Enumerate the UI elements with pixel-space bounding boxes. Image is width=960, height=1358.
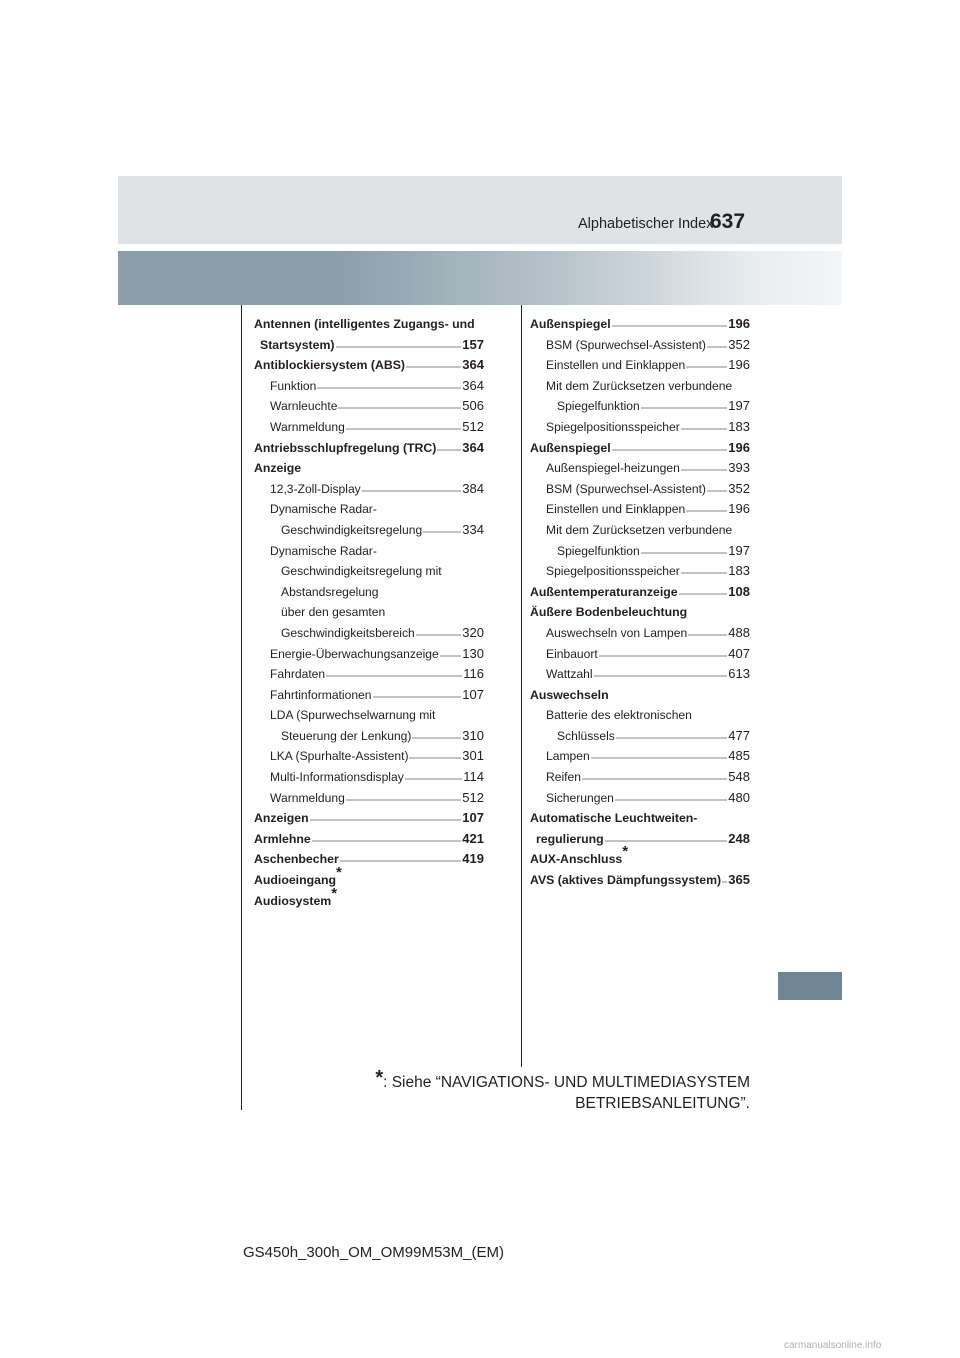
index-entry-text: Reifen xyxy=(546,770,581,785)
index-entry xyxy=(254,355,484,376)
index-entry-text: Antiblockiersystem (ABS) xyxy=(254,358,406,373)
index-entry-page: 548 xyxy=(728,769,750,785)
index-entry-page: 196 xyxy=(728,439,750,455)
index-entry xyxy=(530,664,750,685)
index-entry xyxy=(530,355,750,376)
footnote-line-1: : Siehe “NAVIGATIONS- UND MULTIMEDIASYSTEM xyxy=(383,1074,750,1091)
index-entry xyxy=(254,849,484,870)
dot-leader xyxy=(681,421,728,431)
dot-leader xyxy=(406,359,461,369)
index-entry xyxy=(530,541,750,562)
dot-leader xyxy=(340,853,462,863)
index-entry-page: 183 xyxy=(728,563,750,579)
index-entry xyxy=(254,863,484,891)
dot-leader xyxy=(681,462,727,472)
index-entry-text: Auswechseln von Lampen xyxy=(546,625,688,640)
dot-leader xyxy=(707,339,727,349)
dot-leader xyxy=(409,750,461,760)
index-entry xyxy=(530,479,750,500)
index-entry-text: Batterie des elektronischen xyxy=(546,708,692,723)
index-entry-text: Fahrtinformationen xyxy=(270,687,372,702)
index-entry-text: LDA (Spurwechselwarnung mit xyxy=(270,708,436,723)
dot-leader xyxy=(437,442,461,452)
index-entry xyxy=(530,520,750,541)
index-entry xyxy=(530,458,750,479)
index-entry-page: 196 xyxy=(728,501,750,517)
index-entry xyxy=(254,417,484,438)
index-entry-text: Warnmeldung xyxy=(270,790,345,805)
index-entry-page: 421 xyxy=(462,830,484,846)
index-entry-text: Spiegelfunktion xyxy=(557,543,640,558)
index-entry-text: Einstellen und Einklappen xyxy=(546,502,686,517)
index-entry xyxy=(530,417,750,438)
dot-leader xyxy=(373,689,462,699)
index-entry xyxy=(254,458,484,479)
index-entry-page: 248 xyxy=(728,830,750,846)
dot-leader xyxy=(362,483,462,493)
index-entry-text: Warnmeldung xyxy=(270,419,345,434)
watermark: carmanualsonline.info xyxy=(784,1340,882,1351)
index-entry-text: Dynamische Radar- xyxy=(270,543,377,558)
index-entry-text: Äußere Bodenbeleuchtung xyxy=(530,605,688,620)
index-entry-text: Einbauort xyxy=(546,646,598,661)
index-entry xyxy=(530,396,750,417)
index-entry xyxy=(530,602,750,623)
dot-leader xyxy=(582,771,727,781)
index-entry xyxy=(254,582,484,603)
index-entry xyxy=(530,438,750,459)
index-entry-text: regulierung xyxy=(536,831,604,846)
index-entry-text: Außenspiegel xyxy=(530,440,611,455)
index-entry xyxy=(254,685,484,706)
index-entry xyxy=(530,335,750,356)
index-entry xyxy=(254,884,484,912)
index-entry-page: 157 xyxy=(462,336,484,352)
index-entry xyxy=(530,788,750,809)
index-entry-page: 364 xyxy=(462,377,484,393)
index-entry-page: 488 xyxy=(728,624,750,640)
index-entry-text: Audiosystem* xyxy=(254,884,338,908)
index-entry xyxy=(254,746,484,767)
index-entry-page: 196 xyxy=(728,316,750,331)
index-entry-text: Spiegelfunktion xyxy=(557,399,640,414)
index-entry-text: Außentemperaturanzeige xyxy=(530,584,678,599)
dot-leader xyxy=(326,668,462,678)
index-entry xyxy=(530,685,750,706)
index-entry-text: Spiegelpositionsspeicher xyxy=(546,419,680,434)
dot-leader xyxy=(594,668,728,678)
index-entry xyxy=(530,376,750,397)
dot-leader xyxy=(423,524,461,534)
index-entry-text: Schlüssels xyxy=(557,728,615,743)
index-entry-text: über den gesamten xyxy=(281,605,386,620)
page-number: 637 xyxy=(710,210,746,233)
index-entry-page: 301 xyxy=(462,748,484,764)
index-entry xyxy=(530,808,750,829)
index-entry-text: Sicherungen xyxy=(546,790,614,805)
index-entry xyxy=(254,376,484,397)
index-entry xyxy=(530,829,750,850)
index-entry xyxy=(254,664,484,685)
dot-leader xyxy=(679,586,728,596)
index-entry-page: 107 xyxy=(462,810,484,826)
dot-leader xyxy=(641,400,728,410)
footnote xyxy=(360,1068,750,1114)
index-entry-text: Aschenbecher xyxy=(254,852,339,867)
index-entry xyxy=(530,767,750,788)
index-entry xyxy=(530,726,750,747)
index-entry-page: 197 xyxy=(728,398,750,414)
index-entry-text: Außenspiegel xyxy=(530,317,611,331)
index-entry-page: 352 xyxy=(728,336,750,352)
index-entry xyxy=(530,870,750,891)
dot-leader xyxy=(412,730,461,740)
dot-leader xyxy=(346,421,461,431)
index-entry-text: AVS (aktives Dämpfungssystem) xyxy=(530,873,722,888)
index-entry xyxy=(254,335,484,356)
index-entry-text: Dynamische Radar- xyxy=(270,502,377,517)
index-entry xyxy=(254,541,484,562)
dot-leader xyxy=(707,483,727,493)
dot-leader xyxy=(612,318,728,328)
index-entry-text: Geschwindigkeitsregelung xyxy=(281,522,423,537)
footnote-line-2: BETRIEBSANLEITUNG”. xyxy=(575,1095,750,1112)
dot-leader xyxy=(615,792,727,802)
section-title: Alphabetischer Index xyxy=(578,216,714,232)
index-entry-page: 196 xyxy=(728,357,750,373)
dot-leader xyxy=(416,627,462,637)
index-entry-text: Armlehne xyxy=(254,831,311,846)
index-entry-page: 364 xyxy=(462,439,484,455)
index-entry-page: 197 xyxy=(728,542,750,558)
index-entry xyxy=(254,520,484,541)
index-entry-page: 512 xyxy=(462,789,484,805)
index-entry-text: Steuerung der Lenkung) xyxy=(281,728,412,743)
index-entry-page: 334 xyxy=(462,521,484,537)
index-entry xyxy=(254,705,484,726)
index-entry-text: BSM (Spurwechsel-Assistent) xyxy=(546,337,706,352)
index-entry-page: 506 xyxy=(462,398,484,414)
index-entry-page: 364 xyxy=(462,357,484,373)
index-entry-text: Anzeige xyxy=(254,461,302,476)
index-entry xyxy=(530,499,750,520)
index-entry-text: Antennen (intelligentes Zugangs- und xyxy=(254,317,475,331)
footnote-reference-star: * xyxy=(335,863,342,881)
index-entry xyxy=(254,767,484,788)
index-entry xyxy=(530,314,750,335)
index-entry xyxy=(254,602,484,623)
index-entry-text: Geschwindigkeitsregelung mit xyxy=(281,564,442,579)
index-entry xyxy=(254,479,484,500)
index-entry xyxy=(254,829,484,850)
index-entry xyxy=(530,623,750,644)
footnote-reference-star: * xyxy=(331,884,338,902)
index-entry-page: 384 xyxy=(462,480,484,496)
index-entry xyxy=(254,314,484,335)
index-entry-text: Warnleuchte xyxy=(270,399,338,414)
index-entry xyxy=(530,644,750,665)
dot-leader xyxy=(312,833,462,843)
dot-leader xyxy=(599,648,728,658)
index-entry-page: 320 xyxy=(462,624,484,640)
index-entry-text: Multi-Informationsdisplay xyxy=(270,770,404,785)
index-entry xyxy=(254,561,484,582)
index-entry-page: 310 xyxy=(462,727,484,743)
index-entry-page: 613 xyxy=(728,666,750,682)
index-entry-page: 365 xyxy=(728,872,750,888)
index-entry-page: 407 xyxy=(728,645,750,661)
index-entry-text: Abstandsregelung xyxy=(281,584,379,599)
index-entry xyxy=(254,788,484,809)
index-entry-text: Einstellen und Einklappen xyxy=(546,358,686,373)
index-entry-text: Außenspiegel-heizungen xyxy=(546,461,680,476)
dot-leader xyxy=(688,627,727,637)
index-entry xyxy=(254,726,484,747)
index-entry-page: 107 xyxy=(462,686,484,702)
index-entry-page: 116 xyxy=(463,666,484,682)
index-entry-page: 130 xyxy=(462,645,484,661)
index-entry xyxy=(254,623,484,644)
dot-leader xyxy=(440,648,462,658)
dot-leader xyxy=(405,771,463,781)
index-entry-page: 419 xyxy=(462,851,484,867)
dot-leader xyxy=(310,812,462,822)
dot-leader xyxy=(317,380,461,390)
index-entry-page: 108 xyxy=(728,583,750,599)
middle-column-rule xyxy=(521,305,522,1067)
index-entry-text: 12,3-Zoll-Display xyxy=(270,481,361,496)
index-entry-page: 480 xyxy=(728,789,750,805)
index-entry-text: Spiegelpositionsspeicher xyxy=(546,564,680,579)
index-entry-text: AUX-Anschluss* xyxy=(530,843,629,867)
index-entry-text: LKA (Spurhalte-Assistent) xyxy=(270,749,409,764)
dot-leader xyxy=(681,565,728,575)
index-entry-text: BSM (Spurwechsel-Assistent) xyxy=(546,481,706,496)
index-entry xyxy=(254,499,484,520)
index-entry-page: 183 xyxy=(728,418,750,434)
index-entry-text: Anzeigen xyxy=(254,811,309,826)
footnote-reference-star: * xyxy=(622,843,629,861)
footnote-star: * xyxy=(375,1067,384,1089)
dot-leader xyxy=(686,359,727,369)
index-column-left xyxy=(254,314,484,911)
dot-leader xyxy=(616,730,727,740)
index-entry-text: Auswechseln xyxy=(530,687,609,702)
index-entry-text: Startsystem) xyxy=(260,337,335,352)
index-entry xyxy=(254,644,484,665)
index-entry xyxy=(530,705,750,726)
index-column-right xyxy=(530,314,750,891)
index-entry xyxy=(530,746,750,767)
dot-leader xyxy=(722,874,727,884)
index-entry-text: Antriebsschlupfregelung (TRC) xyxy=(254,440,437,455)
index-entry xyxy=(530,582,750,603)
index-entry-text: Automatische Leuchtweiten- xyxy=(530,811,698,826)
index-entry-text: Wattzahl xyxy=(546,667,593,682)
index-entry-page: 477 xyxy=(728,727,750,743)
dot-leader xyxy=(346,792,461,802)
dot-leader xyxy=(336,339,462,349)
index-entry-text: Fahrdaten xyxy=(270,667,326,682)
index-entry-text: Geschwindigkeitsbereich xyxy=(281,625,415,640)
dot-leader xyxy=(591,750,728,760)
dot-leader xyxy=(605,833,728,843)
index-entry-page: 114 xyxy=(463,769,484,785)
index-entry-page: 485 xyxy=(728,748,750,764)
index-entry xyxy=(530,843,750,870)
dot-leader xyxy=(641,545,728,555)
index-entry-text: Lampen xyxy=(546,749,590,764)
index-entry-text: Funktion xyxy=(270,378,317,393)
index-entry-page: 393 xyxy=(728,460,750,476)
index-entry xyxy=(254,396,484,417)
index-entry-page: 352 xyxy=(728,480,750,496)
index-entry-text: Audioeingang* xyxy=(254,863,342,888)
index-entry xyxy=(254,438,484,459)
header-gradient-band xyxy=(118,251,842,305)
dot-leader xyxy=(338,400,461,410)
index-side-tab xyxy=(778,972,842,1000)
dot-leader xyxy=(612,442,728,452)
index-entry-text: Energie-Überwachungsanzeige xyxy=(270,646,439,661)
left-column-rule xyxy=(241,305,242,1110)
index-entry-text: Mit dem Zurücksetzen verbundene xyxy=(546,522,733,537)
index-entry xyxy=(530,561,750,582)
index-entry-page: 512 xyxy=(462,418,484,434)
document-code: GS450h_300h_OM_OM99M53M_(EM) xyxy=(243,1244,504,1261)
dot-leader xyxy=(686,503,727,513)
index-entry xyxy=(254,808,484,829)
index-entry-text: Mit dem Zurücksetzen verbundene xyxy=(546,378,733,393)
